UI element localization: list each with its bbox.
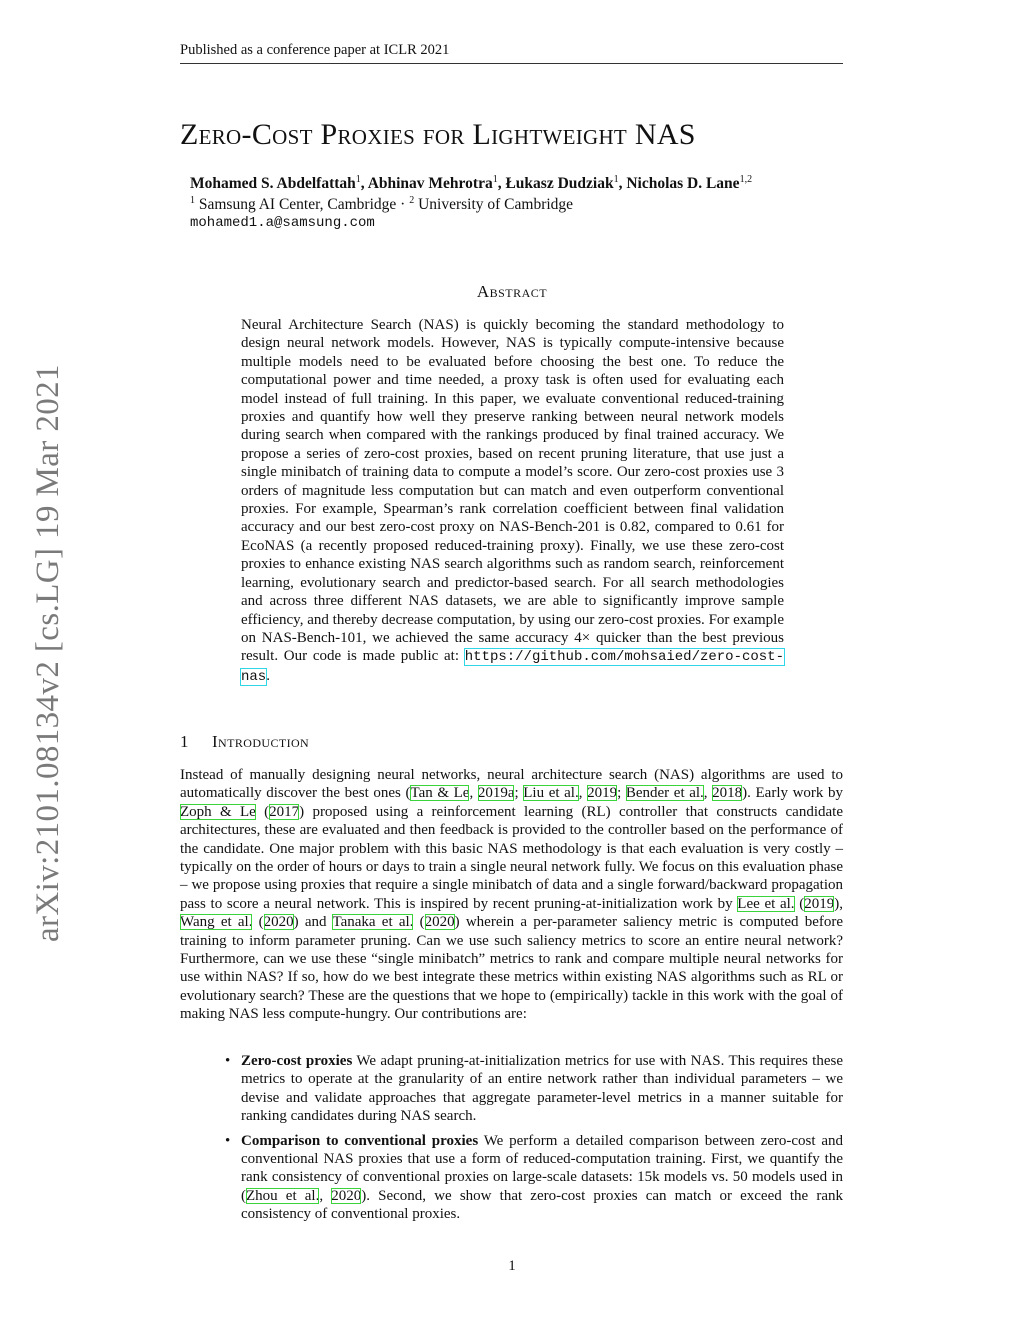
citation-link[interactable]: Zhou et al. [246,1187,320,1204]
citation-link[interactable]: 2020 [424,914,455,931]
arxiv-sidebar-stamp: arXiv:2101.08134v2 [cs.LG] 19 Mar 2021 [30,364,66,942]
citation-link[interactable]: Zoph & Le [180,803,256,820]
citation-link[interactable]: Liu et al. [523,785,579,802]
contribution-title: Zero-cost proxies [241,1053,353,1069]
author-affiliation-mark: 1,2 [739,174,753,185]
author-name: Nicholas D. Lane [626,175,740,193]
code-repository-link[interactable]: https://github.com/mohsaied/zero-cost-nas [241,649,784,685]
citation-link[interactable]: 2019 [804,895,835,912]
citation-link[interactable]: Lee et al. [737,895,795,912]
citation-link[interactable]: 2019 [587,785,618,802]
author-affiliation-mark: 1 [613,174,619,185]
list-item: • Zero-cost proxies We adapt pruning-at-initialization metrics for use with NAS. This requires these metrics to operate at the granularity of an entire network rather than individual parameters – we devise and validate approaches that aggregate parameter-level metrics in a manner suitable for ranking candidates during NAS search. [225,1053,843,1125]
running-header: Published as a conference paper at ICLR 2021 [180,42,843,64]
affiliations: $^1$ Samsung AI Center, Cambridge · $^2$ University of Cambridge [190,195,574,214]
citation-link[interactable]: 2019a [477,785,515,802]
abstract-heading: Abstract [476,282,548,301]
author-name: Abhinav Mehrotra [367,175,493,193]
author-affiliation-mark: 1 [355,174,361,185]
citation-link[interactable]: Bender et al. [625,785,704,802]
bullet-marker: • [225,1053,231,1069]
list-item: • Comparison to conventional proxies We perform a detailed comparison between zero-cost and conventional NAS proxies that use a form of reduced-computation training. First, we quantify the rank consistency of conventional proxies on large-scale datasets: 15k models vs. 50 models used in (Zhou et al., 2020). Second, we show that zero-cost proxies can match or exceed the rank consistency of conventional proxies. [225,1132,844,1223]
author-list: Mohamed S. Abdelfattah$^1$, Abhinav Mehrotra$^1$, Łukasz Dudziak$^1$, Nicholas D. Lane$^{1,2}$ [190,174,753,193]
bullet-marker: • [225,1132,231,1149]
author-affiliation-mark: 1 [492,174,498,185]
author-name: Mohamed S. Abdelfattah [190,175,356,193]
paper-title: Zero-Cost Proxies for Lightweight NAS [180,118,696,151]
citation-link[interactable]: 2020 [331,1187,362,1204]
citation-link[interactable]: 2018 [712,785,743,802]
citation-link[interactable]: 2017 [269,803,300,820]
page-number: 1 [508,1258,516,1274]
citation-link[interactable]: 2020 [263,914,294,931]
introduction-paragraph: Instead of manually designing neural networks, neural architecture search (NAS) algorithms are used to automatically discover the best ones (Tan & Le, 2019a; Liu et al., 2019; Bender et al., 2018). Early work by Zoph & Le (2017) proposed using a reinforcement learning (RL) controller that constructs candidate architectures, these are evaluated and then feedback is provided to the controller based on the performance of the candidate. One major problem with this basic NAS methodology is that each evaluation is very costly – typically on the order of hours or days to train a single neural network fully. We focus on this evaluation phase – we propose using proxies that require a single minibatch of data and a single forward/backward propagation pass to score a neural network. This is inspired by recent pruning-at-initialization work by Lee et al. (2019), Wang et al. (2020) and Tanaka et al. (2020) wherein a per-parameter saliency metric is computed before training to inform parameter pruning. Can we use such saliency metrics to score an entire neural network? Furthermore, can we use these “single minibatch” metrics to rank and compare multiple neural networks for use within NAS? If so, how do we best integrate these metrics within existing NAS algorithms such as RL or evolutionary search? These are the questions that we hope to (empirically) tackle in this work with the goal of making NAS less compute-hungry. Our contributions are: [180,767,844,1023]
section-number: 1 [180,732,189,751]
citation-link[interactable]: Tan & Le [410,785,470,802]
section-heading-introduction [180,732,309,752]
contribution-title: Comparison to conventional proxies [241,1132,479,1149]
citation-link[interactable]: Tanaka et al. [332,914,414,931]
author-name: Łukasz Dudziak [505,175,614,193]
abstract-body: Neural Architecture Search (NAS) is quickly becoming the standard methodology to design neural network models. However, NAS is typically compute-intensive because multiple models need to be evaluated before choosing the best one. To reduce the computational power and time needed, a proxy task is often used for evaluating each model instead of full training. In this paper, we evaluate conventional reduced-training proxies and quantify how well they preserve ranking between neural network models during search when compared with the rankings produced by final trained accuracy. We propose a series of zero-cost proxies, based on recent pruning literature, that use just a single minibatch of training data to compute a model’s score. Our zero-cost proxies use 3 orders of magnitude less computation but can match and even outperform conventional proxies. For example, Spearman’s rank correlation coefficient between final validation accuracy and our best zero-cost proxy on NAS-Bench-201 is 0.82, compared to 0.61 for EcoNAS (a recently proposed reduced-training proxy). Finally, we use these zero-cost proxies to enhance existing NAS search algorithms such as random search, reinforcement learning, evolutionary search and predictor-based search. For all search methodologies and across three different NAS datasets, we are able to significantly improve sample efficiency, and thereby decrease computation, by using our zero-cost proxies. For example on NAS-Bench-101, we achieved the same accuracy 4× quicker than the best previous result. Our code is made public at: https://github.com/mohsaied/zero-cost-nas. [241,317,784,685]
contributions-list [223,1052,843,1230]
section-title: Introduction [212,732,310,751]
citation-link[interactable]: Wang et al. [180,914,253,931]
contact-email[interactable]: mohamed1.a@samsung.com [190,215,375,231]
